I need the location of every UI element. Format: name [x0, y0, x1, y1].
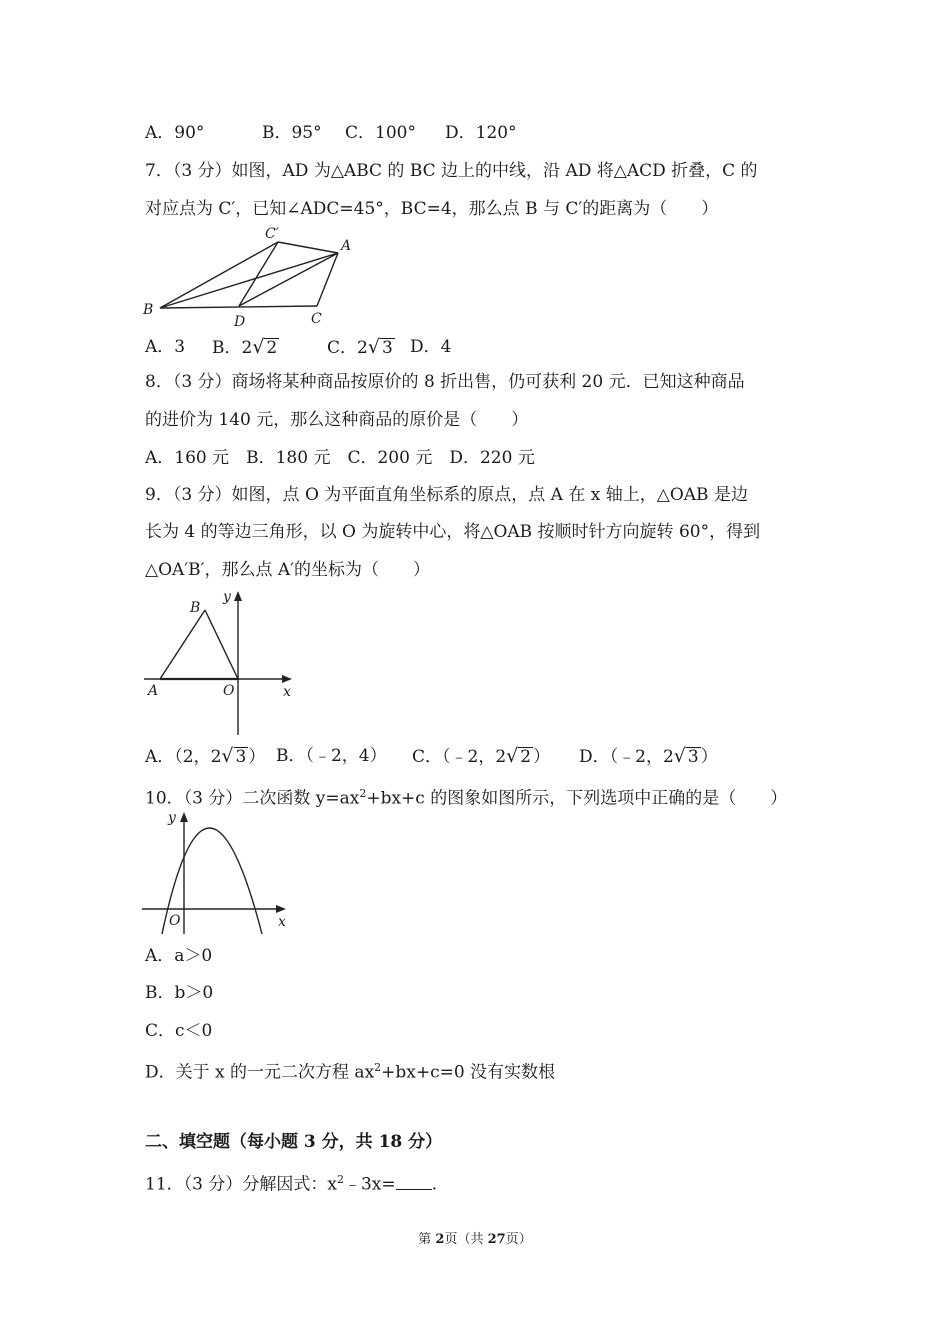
footer-pre: 第: [418, 1232, 436, 1247]
q10-label-x: x: [278, 914, 286, 930]
q9-option-d-prefix: D．（﹣2，2: [579, 747, 674, 767]
q9-label-a: A: [148, 683, 159, 699]
section-2-title: 二、填空题（每小题 3 分，共 18 分）: [145, 1132, 443, 1152]
q7-option-a: A．3: [145, 337, 186, 357]
q7-label-c: C: [311, 311, 322, 327]
q7-option-b-radicand: 2: [266, 338, 278, 358]
radical-sign: √: [673, 745, 686, 767]
q9-option-d-radicand: 3: [687, 747, 699, 767]
q7-option-d: D．4: [410, 337, 452, 357]
q10-option-d-post: +bx+c=0 没有实数根: [381, 1062, 556, 1083]
q7-option-c-radicand: 3: [381, 338, 393, 358]
q10-option-d-pre: D．关于 x 的一元二次方程 ax: [145, 1062, 375, 1083]
q7-option-b: [212, 335, 279, 360]
q10-label-y: y: [168, 810, 176, 826]
q10-x-axis-arrow: [276, 905, 286, 913]
q11-stem-pre: 11．（3 分）分解因式：x: [145, 1174, 337, 1195]
q7-segment-ba: [160, 253, 338, 308]
q9-option-a-suffix: ）: [248, 747, 266, 767]
radical-sign: √: [506, 745, 519, 767]
q7-label-c-prime: C′: [265, 226, 279, 242]
q11-stem-post: ﹣3x=: [343, 1174, 396, 1195]
q9-figure: [140, 585, 300, 737]
q9-label-b: B: [190, 600, 201, 616]
q9-option-a: [145, 744, 265, 769]
radical-sign: √: [252, 336, 265, 358]
footer-total-pages: 27: [487, 1232, 506, 1247]
q7-stem-line1: 7．（3 分）如图，AD 为△ABC 的 BC 边上的中线，沿 AD 将△ACD 折叠，C 的: [145, 161, 758, 181]
q9-segment-ab: [160, 610, 205, 679]
q9-y-axis-arrow: [234, 591, 242, 601]
q9-stem-line2: 长为 4 的等边三角形，以 O 为旋转中心，将△OAB 按顺时针方向旋转 60°，得到: [145, 522, 761, 542]
q9-x-axis-arrow: [282, 675, 292, 683]
q10-stem-post: +bx+c 的图象如图所示，下列选项中正确的是（ ）: [366, 788, 788, 809]
q7-option-c: [327, 335, 395, 360]
q9-option-d: [579, 744, 718, 769]
q6-option-b: B．95°: [262, 123, 322, 143]
q9-stem-line3: △OA′B′，那么点 A′的坐标为（ ）: [145, 560, 431, 580]
q10-y-axis-arrow: [180, 812, 188, 822]
footer-page-number: 2: [435, 1232, 445, 1247]
q7-figure: [138, 222, 358, 330]
q8-options: A．160 元 B．180 元 C．200 元 D．220 元: [145, 448, 535, 468]
q9-option-c-suffix: ）: [533, 747, 551, 767]
q9-stem-line1: 9．（3 分）如图，点 O 为平面直角坐标系的原点，点 A 在 x 轴上，△OAB 是边: [145, 485, 748, 505]
q9-label-x: x: [283, 684, 291, 700]
q9-label-y: y: [223, 589, 231, 605]
q10-stem-sup: 2: [359, 787, 367, 800]
q7-label-b: B: [143, 302, 154, 318]
q9-option-b: B．（﹣2，4）: [276, 746, 387, 766]
q10-option-d-sup: 2: [374, 1061, 382, 1074]
q9-option-c-prefix: C．（﹣2，2: [412, 747, 507, 767]
footer-post: 页）: [505, 1232, 532, 1247]
q7-segment-bc-prime: [160, 242, 278, 308]
q7-stem-line2: 对应点为 C′，已知∠ADC=45°，BC=4，那么点 B 与 C′的距离为（ ）: [145, 199, 719, 219]
q9-option-a-prefix: A．（2，2: [145, 747, 222, 767]
q10-option-d: [145, 1056, 555, 1085]
q7-segment-ac: [317, 253, 338, 306]
q7-segment-bc: [160, 306, 317, 308]
q6-option-d: D．120°: [445, 123, 517, 143]
q7-segment-c-prime-a: [278, 242, 338, 253]
q10-option-b: B．b＞0: [145, 983, 214, 1003]
radical-sign: √: [221, 745, 234, 767]
q10-figure: [140, 806, 300, 938]
q9-option-c: [412, 744, 550, 769]
q9-segment-bo: [205, 610, 238, 679]
q7-option-c-prefix: C．2: [327, 338, 368, 358]
q9-option-c-radicand: 2: [520, 747, 532, 767]
q9-option-a-radicand: 3: [235, 747, 247, 767]
q7-label-d: D: [234, 314, 246, 330]
q11-answer-blank: [396, 1189, 432, 1190]
q11-stem-sup: 2: [336, 1173, 344, 1186]
q7-option-b-prefix: B．2: [212, 338, 253, 358]
radical-sign: √: [367, 336, 380, 358]
q8-stem-line1: 8．（3 分）商场将某种商品按原价的 8 折出售，仍可获利 20 元．已知这种商品: [145, 372, 745, 392]
q7-label-a: A: [341, 238, 352, 254]
footer-mid: 页（共: [444, 1232, 488, 1247]
q6-option-a: A．90°: [145, 123, 205, 143]
page-footer: [0, 1228, 950, 1247]
q10-option-c: C．c＜0: [145, 1021, 213, 1041]
q11-stem: [145, 1168, 437, 1197]
q8-stem-line2: 的进价为 140 元，那么这种商品的原价是（ ）: [145, 410, 529, 430]
q10-label-o: O: [169, 913, 181, 929]
q10-option-a: A．a＞0: [145, 946, 213, 966]
q9-label-o: O: [223, 683, 235, 699]
q10-stem-pre: 10．（3 分）二次函数 y=ax: [145, 788, 360, 809]
q9-option-d-suffix: ）: [700, 747, 718, 767]
q11-stem-end: .: [431, 1174, 438, 1195]
q6-option-c: C．100°: [345, 123, 416, 143]
